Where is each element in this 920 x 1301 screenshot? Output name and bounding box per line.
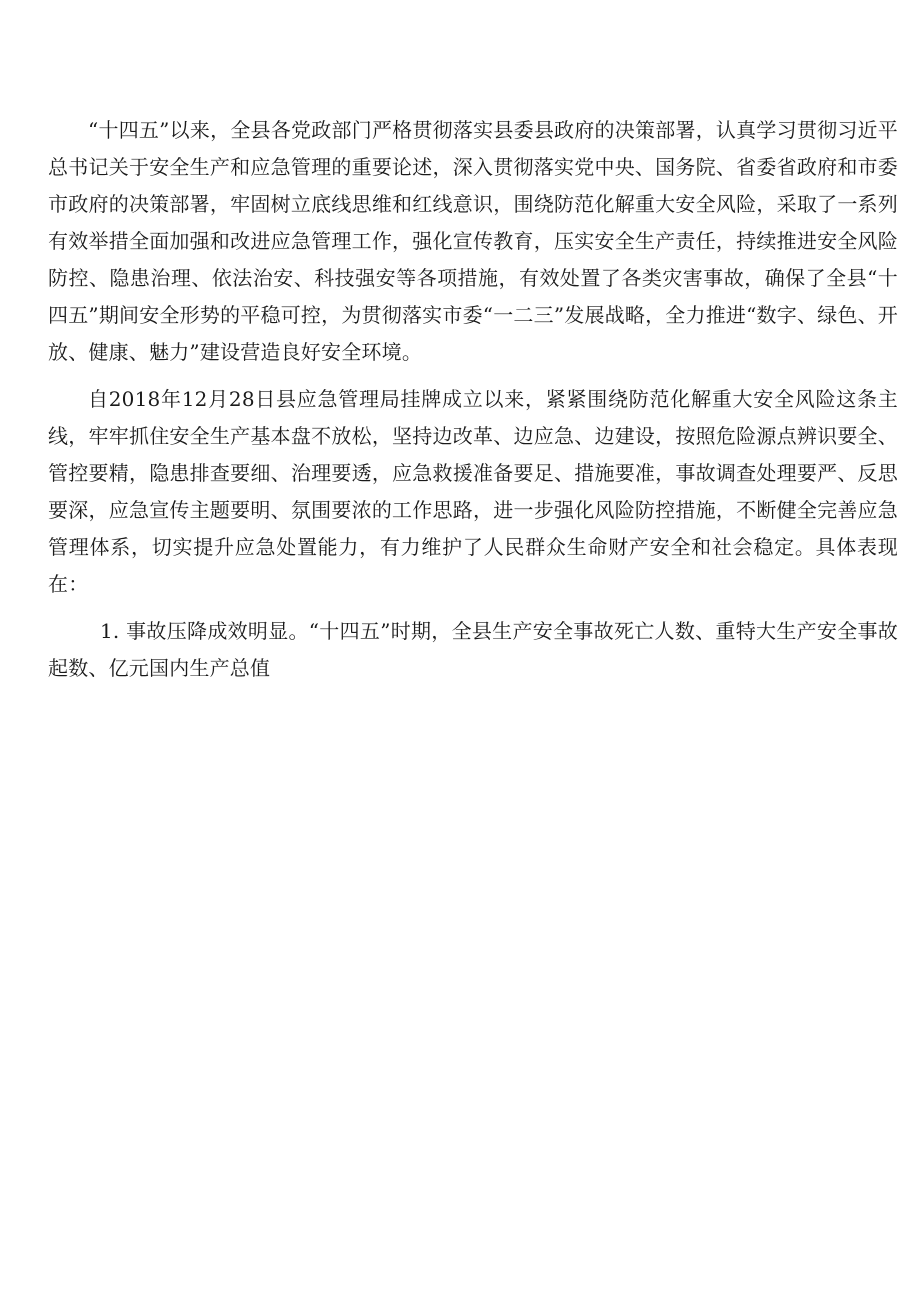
document-body xyxy=(48,112,898,697)
paragraph-bureau-history: 自2018年12月28日县应急管理局挂牌成立以来，紧紧围绕防范化解重大安全风险这条主线，牢牢抓住安全生产基本盘不放松，坚持边改革、边应急、边建设，按照危险源点辨识要全、管控要精，隐患排查要细、治理要透，应急救援准备要足、措施要准，事故调查处理要严、反思要深，应急宣传主题要明、氛围要浓的工作思路，进一步强化风险防控措施，不断健全完善应急管理体系，切实提升应急处置能力，有力维护了人民群众生命财产安全和社会稳定。具体表现在： xyxy=(48,387,898,596)
paragraph-intro: “十四五”以来，全县各党政部门严格贯彻落实县委县政府的决策部署，认真学习贯彻习近平总书记关于安全生产和应急管理的重要论述，深入贯彻落实党中央、国务院、省委省政府和市委市政府的决策部署，牢固树立底线思维和红线意识，围绕防范化解重大安全风险，采取了一系列有效举措全面加强和改进应急管理工作，强化宣传教育，压实安全生产责任，持续推进安全风险防控、隐患治理、依法治安、科技强安等各项措施，有效处置了各类灾害事故，确保了全县“十四五”期间安全形势的平稳可控，为贯彻落实市委“一二三”发展战略，全力推进“数字、绿色、开放、健康、魅力”建设营造良好安全环境。 xyxy=(48,118,898,364)
paragraph-item-1: 1. 事故压降成效明显。“十四五”时期，全县生产安全事故死亡人数、重特大生产安全事故起数、亿元国内生产总值 xyxy=(48,619,898,680)
